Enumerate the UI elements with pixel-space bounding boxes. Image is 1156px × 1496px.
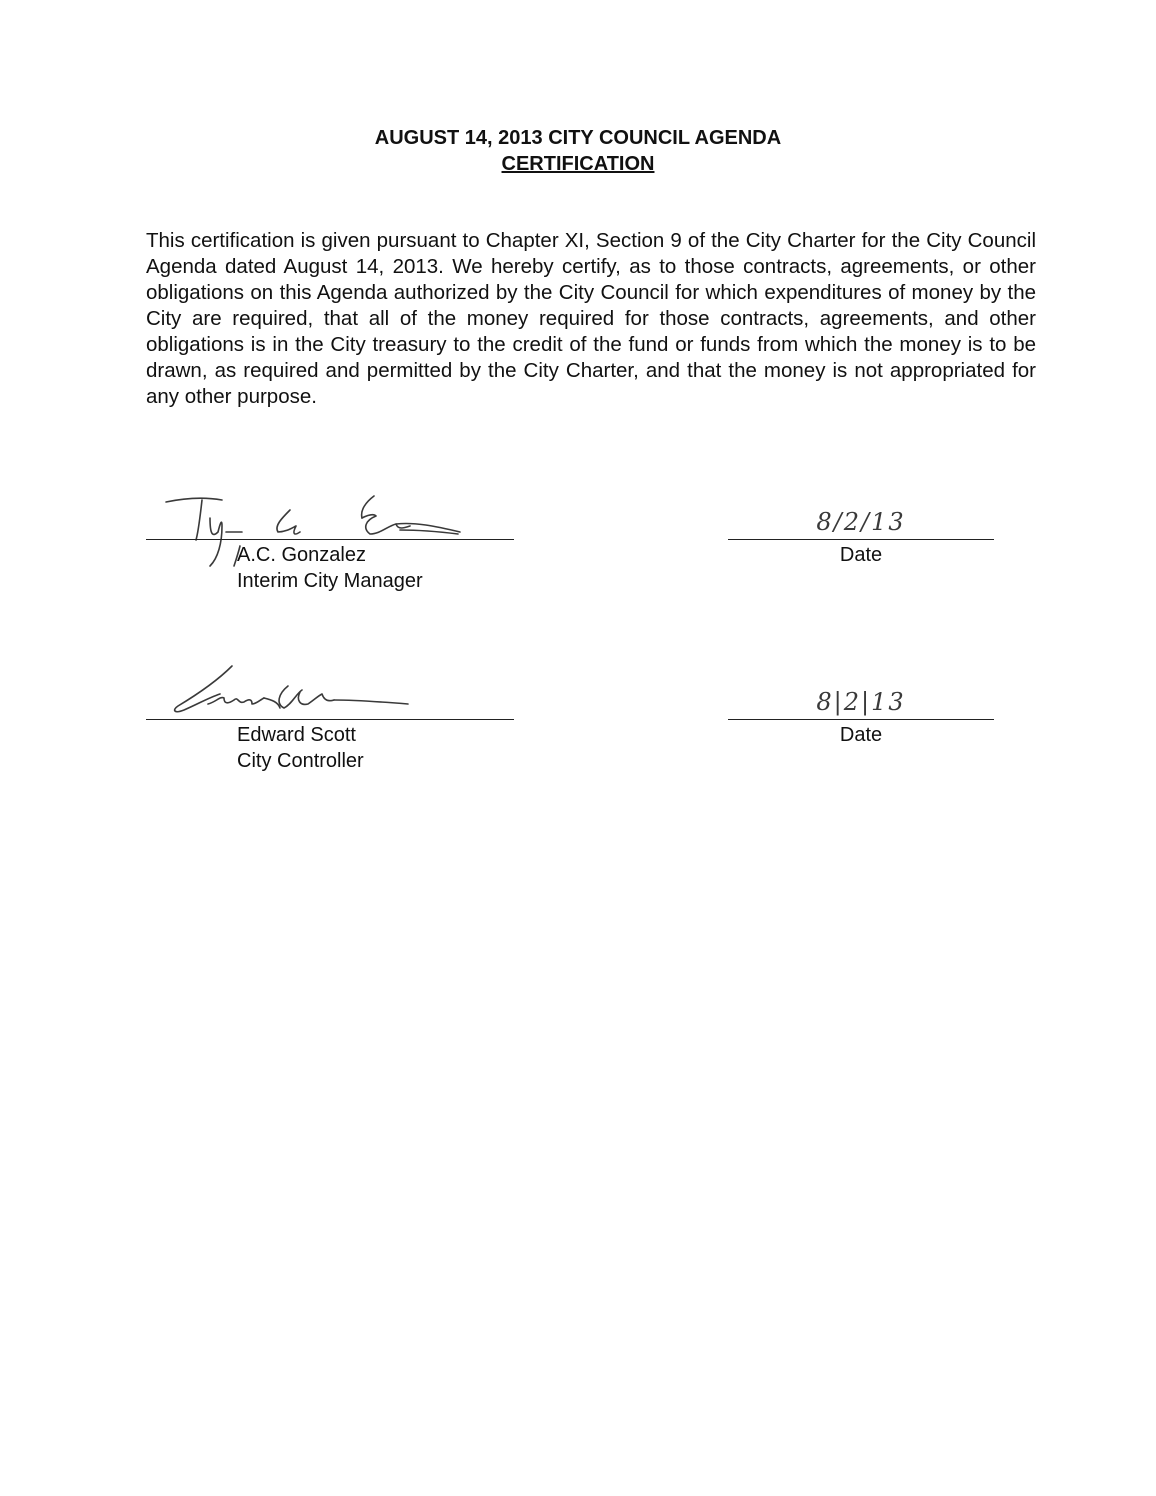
certification-paragraph: This certification is given pursuant to Chapter XI, Section 9 of the City Charter for the City Council Agenda dated August 14, 2013. We hereby certify, as to those contracts, agreements, or other obligations on this Agenda authorized by the City Council for which expenditures of money by the City are required, that all of the money required for those contracts, agreements, and other obligations is in the City treasury to the credit of the fund or funds from which the money is to be drawn, as required and permitted by the City Charter, and that the money is not appropriated for any other purpose. bbox=[146, 229, 1036, 408]
signature-line bbox=[146, 539, 514, 540]
signatory-title: City Controller bbox=[237, 750, 364, 772]
document-title: AUGUST 14, 2013 CITY COUNCIL AGENDA bbox=[374, 127, 782, 149]
handwritten-date-2: 8|2|13 bbox=[816, 688, 906, 716]
date-line bbox=[728, 539, 994, 540]
signatory-name: A.C. Gonzalez bbox=[237, 544, 366, 566]
signature-controller bbox=[168, 664, 428, 724]
date-label: Date bbox=[839, 544, 883, 566]
signature-line bbox=[146, 719, 514, 720]
signatory-name: Edward Scott bbox=[237, 724, 356, 746]
date-line bbox=[728, 719, 994, 720]
document-subtitle: CERTIFICATION bbox=[501, 153, 655, 175]
signatory-title: Interim City Manager bbox=[237, 570, 423, 592]
date-label: Date bbox=[839, 724, 883, 746]
handwritten-date-1: 8/2/13 bbox=[816, 508, 906, 536]
